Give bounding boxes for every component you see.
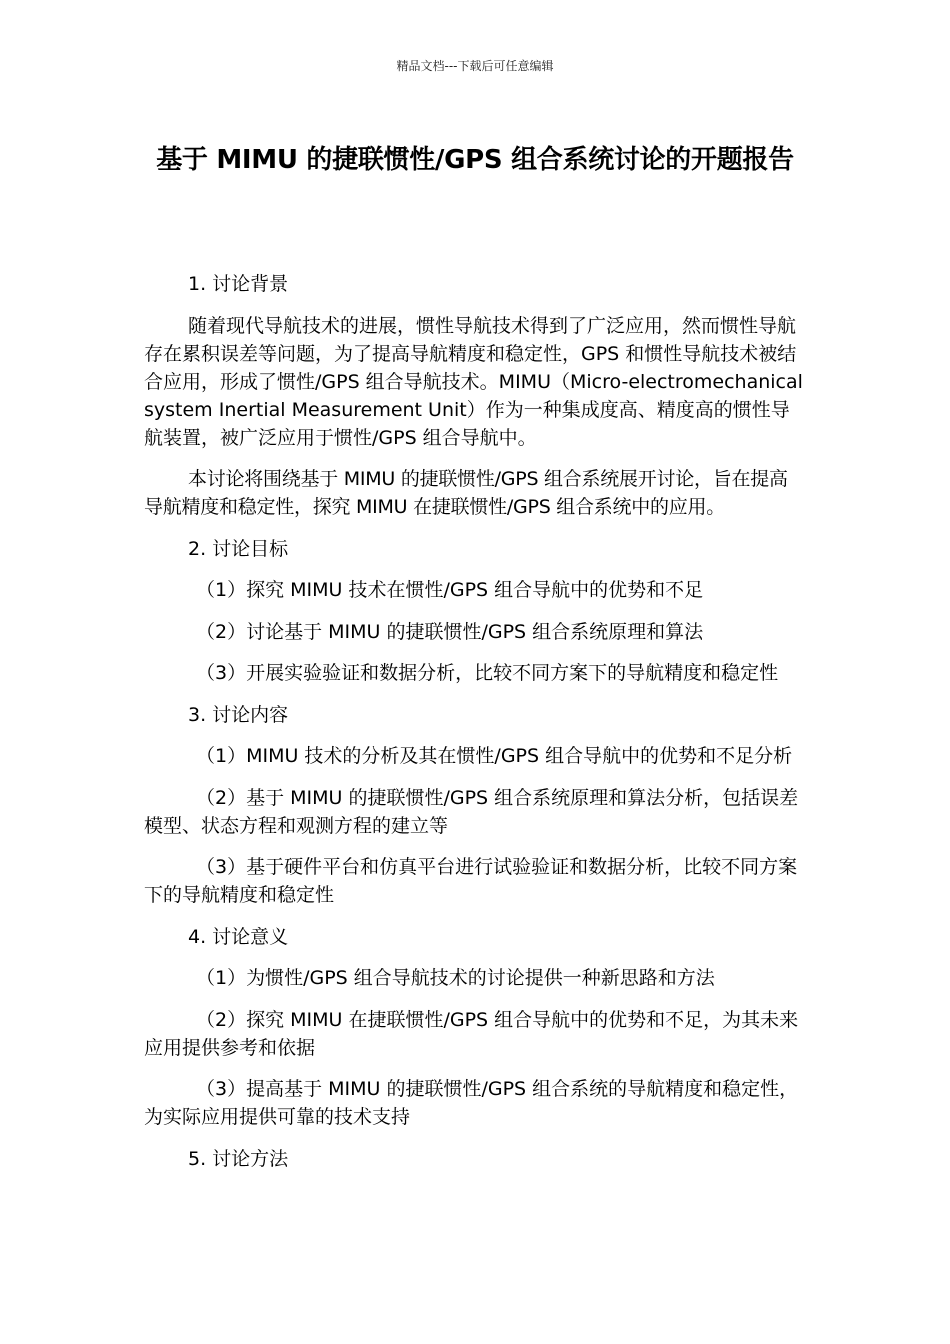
document-body [144,270,806,1186]
objective-item-1: （1）探究 MIMU 技术在惯性/GPS 组合导航中的优势和不足 [196,579,704,601]
section-heading-methods: 5. 讨论方法 [188,1147,289,1170]
section-heading-significance: 4. 讨论意义 [188,925,289,948]
watermark-header: 精品文档---下载后可任意编辑 [396,59,554,73]
background-paragraph-2: 本讨论将围绕基于 MIMU 的捷联惯性/GPS 组合系统展开讨论，旨在提高导航精度和稳定性，探究 MIMU 在捷联惯性/GPS 组合系统中的应用。 [144,468,788,518]
significance-item-1: （1）为惯性/GPS 组合导航技术的讨论提供一种新思路和方法 [196,967,715,989]
section-heading-background: 1. 讨论背景 [188,273,289,295]
background-paragraph-1: 随着现代导航技术的进展，惯性导航技术得到了广泛应用，然而惯性导航存在累积误差等问题，为了提高导航精度和稳定性，GPS 和惯性导航技术被结合应用，形成了惯性/GPS 组合导航技术。MIMU（Micro-electromechanical system Inertial Measurement Unit）作为一种集成度高、精度高的惯性导航装置，被广泛应用于惯性/GPS 组合导航中。 [144,314,803,449]
content-item-2: （2）基于 MIMU 的捷联惯性/GPS 组合系统原理和算法分析，包括误差模型、状态方程和观测方程的建立等 [144,786,799,837]
significance-item-2: （2）探究 MIMU 在捷联惯性/GPS 组合导航中的优势和不足，为其未来应用提供参考和依据 [144,1008,799,1059]
section-heading-content: 3. 讨论内容 [188,703,289,726]
content-item-1: （1）MIMU 技术的分析及其在惯性/GPS 组合导航中的优势和不足分析 [196,745,793,767]
section-heading-objectives: 2. 讨论目标 [188,537,289,560]
objective-item-3: （3）开展实验验证和数据分析，比较不同方案下的导航精度和稳定性 [196,662,779,684]
objective-item-2: （2）讨论基于 MIMU 的捷联惯性/GPS 组合系统原理和算法 [196,620,704,643]
document-title: 基于 MIMU 的捷联惯性/GPS 组合系统讨论的开题报告 [156,145,794,175]
significance-item-3: （3）提高基于 MIMU 的捷联惯性/GPS 组合系统的导航精度和稳定性，为实际应用提供可靠的技术支持 [144,1078,799,1128]
content-item-3: （3）基于硬件平台和仿真平台进行试验验证和数据分析，比较不同方案下的导航精度和稳定性 [144,856,798,906]
